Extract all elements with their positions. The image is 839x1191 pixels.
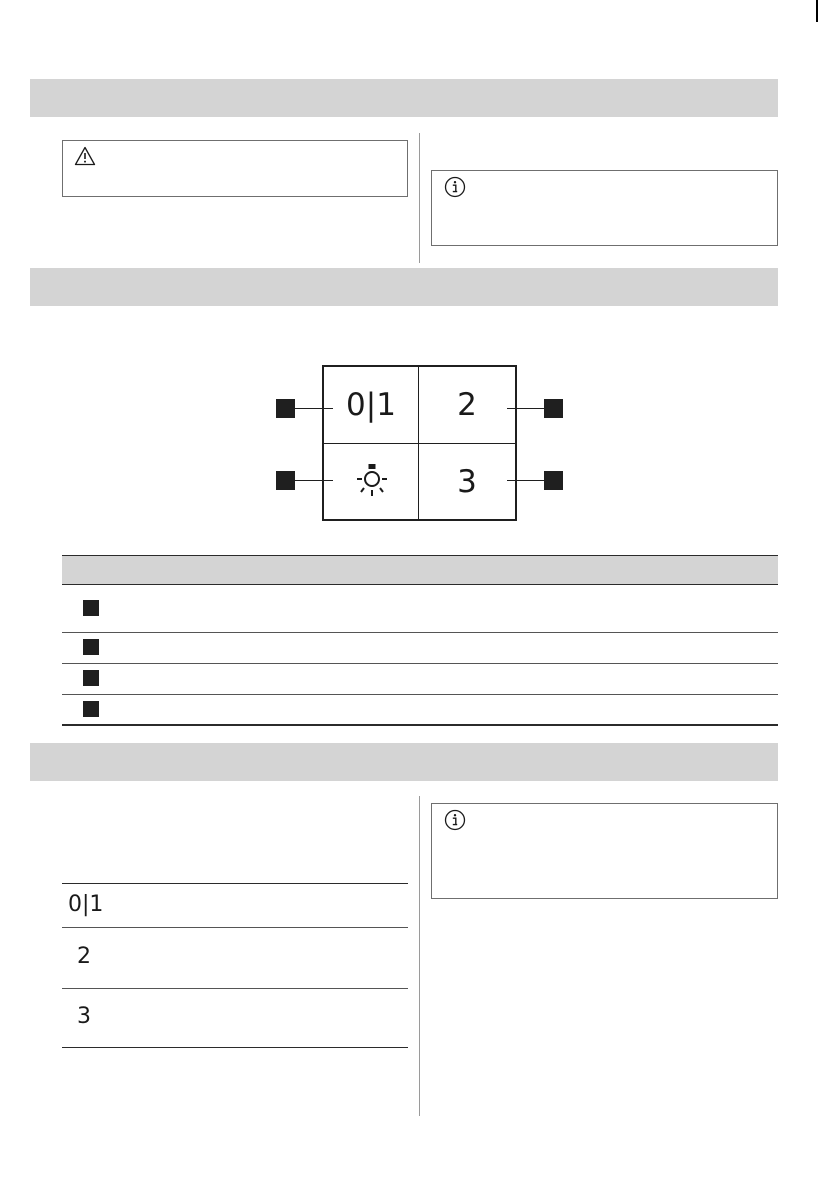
legend-row-marker-3 bbox=[83, 670, 99, 686]
callout-leader-4 bbox=[507, 480, 544, 481]
callout-marker-4 bbox=[544, 471, 563, 490]
column-divider-2 bbox=[419, 796, 420, 1116]
light-bulb-icon bbox=[353, 462, 391, 500]
speed-3-key[interactable]: 3 bbox=[457, 463, 477, 500]
legend-row-marker-2 bbox=[83, 639, 99, 655]
speed-table-divider bbox=[62, 927, 408, 928]
legend-row-divider bbox=[62, 632, 778, 633]
callout-marker-2 bbox=[544, 399, 563, 418]
legend-row-divider bbox=[62, 694, 778, 695]
speed-symbol-3: 3 bbox=[77, 1004, 91, 1029]
speed-symbol-2: 2 bbox=[77, 944, 91, 969]
callout-marker-1 bbox=[276, 399, 295, 418]
speed-table-top bbox=[62, 883, 408, 884]
legend-row-marker-4 bbox=[83, 701, 99, 717]
light-key[interactable] bbox=[324, 444, 418, 519]
section-header-3 bbox=[30, 743, 778, 781]
speed-table-bottom bbox=[62, 1047, 408, 1048]
control-panel-diagram bbox=[0, 0, 839, 560]
legend-row-marker-1 bbox=[83, 600, 99, 616]
callout-leader-1 bbox=[295, 408, 333, 409]
legend-row-divider bbox=[62, 663, 778, 664]
speed-2-key[interactable]: 2 bbox=[457, 387, 477, 423]
legend-table-bottom bbox=[62, 724, 778, 726]
callout-leader-2 bbox=[507, 408, 544, 409]
speed-symbol-onoff: 0|1 bbox=[68, 892, 104, 917]
callout-marker-3 bbox=[276, 471, 295, 490]
callout-leader-3 bbox=[295, 480, 333, 481]
onoff-key[interactable]: 0|1 bbox=[346, 387, 396, 423]
info-icon bbox=[444, 809, 466, 831]
info-box-2 bbox=[431, 803, 778, 899]
speed-table-divider bbox=[62, 988, 408, 989]
legend-table-header bbox=[62, 555, 778, 585]
